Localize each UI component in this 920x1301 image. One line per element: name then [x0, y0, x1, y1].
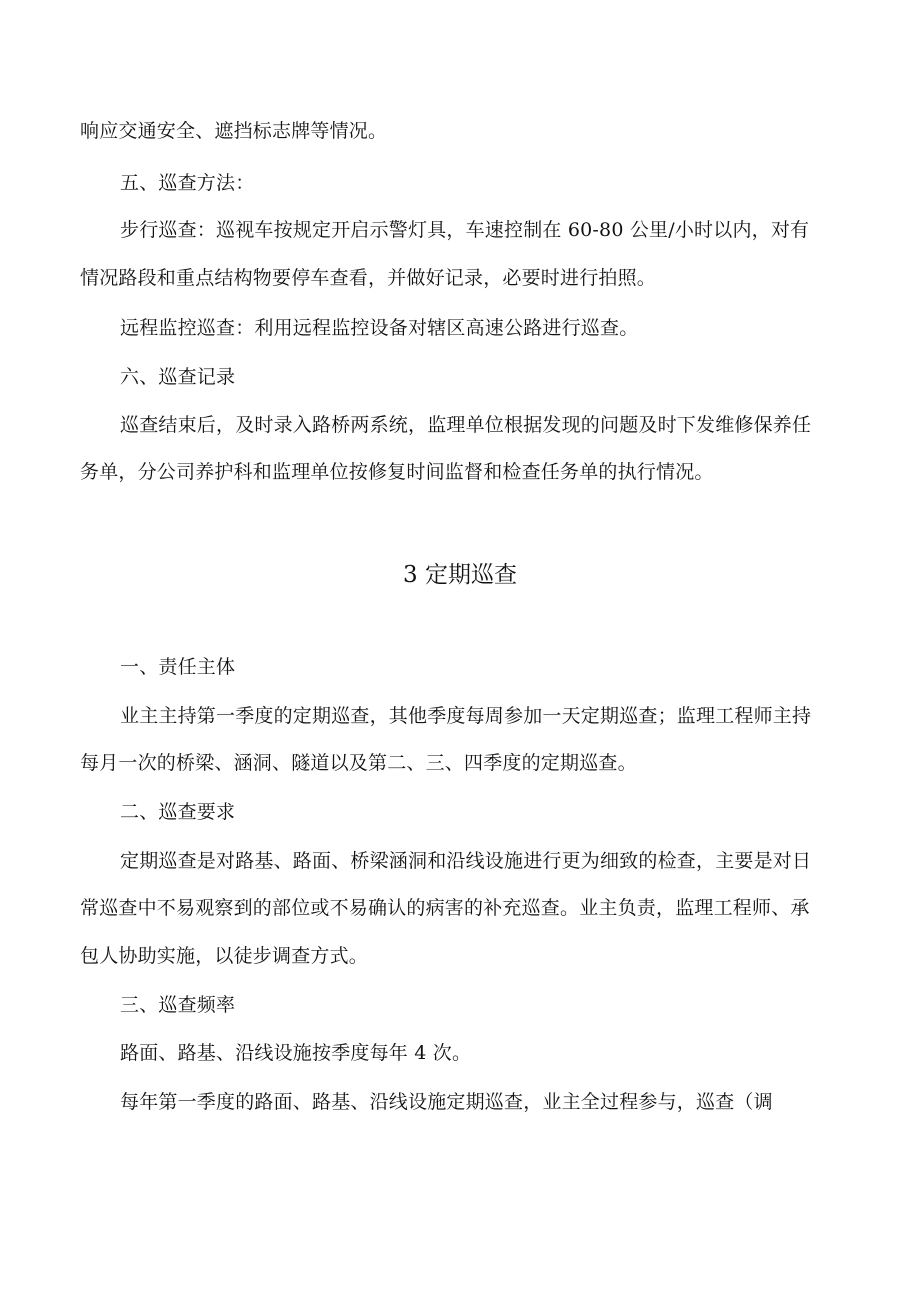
walk-inspection-line-1: 步行巡查：巡视车按规定开启示警灯具，车速控制在 60-80 公里/小时以内，对有 — [120, 219, 810, 241]
record-line-1: 巡查结束后，及时录入路桥两系统，监理单位根据发现的问题及时下发维修保养任 — [120, 414, 812, 436]
heading-method: 五、巡查方法： — [120, 172, 255, 194]
record-line-2: 务单，分公司养护科和监理单位按修复时间监督和检查任务单的执行情况。 — [80, 461, 714, 483]
section-title: 3 定期巡查 — [403, 562, 517, 588]
heading-record: 六、巡查记录 — [120, 366, 236, 388]
paragraph-continuation: 响应交通安全、遮挡标志牌等情况。 — [80, 120, 388, 142]
frequency-line: 路面、路基、沿线设施按季度每年 4 次。 — [120, 1042, 472, 1064]
responsibility-line-2: 每月一次的桥梁、涵洞、隧道以及第二、三、四季度的定期巡查。 — [80, 752, 637, 774]
requirements-line-3: 包人协助实施，以徒步调查方式。 — [80, 945, 369, 967]
walk-inspection-line-2: 情况路段和重点结构物要停车查看，并做好记录，必要时进行拍照。 — [80, 267, 657, 289]
remote-inspection: 远程监控巡查：利用远程监控设备对辖区高速公路进行巡查。 — [120, 317, 639, 339]
responsibility-line-1: 业主主持第一季度的定期巡查，其他季度每周参加一天定期巡查；监理工程师主持 — [120, 705, 812, 727]
heading-frequency: 三、巡查频率 — [120, 994, 236, 1016]
requirements-line-2: 常巡查中不易观察到的部位或不易确认的病害的补充巡查。业主负责，监理工程师、承 — [80, 897, 810, 919]
heading-responsibility: 一、责任主体 — [120, 656, 236, 678]
first-quarter-line-1: 每年第一季度的路面、路基、沿线设施定期巡查，业主全过程参与，巡查（调 — [120, 1091, 773, 1113]
requirements-line-1: 定期巡查是对路基、路面、桥梁涵洞和沿线设施进行更为细致的检查，主要是对日 — [120, 850, 812, 872]
heading-requirements: 二、巡查要求 — [120, 801, 236, 823]
